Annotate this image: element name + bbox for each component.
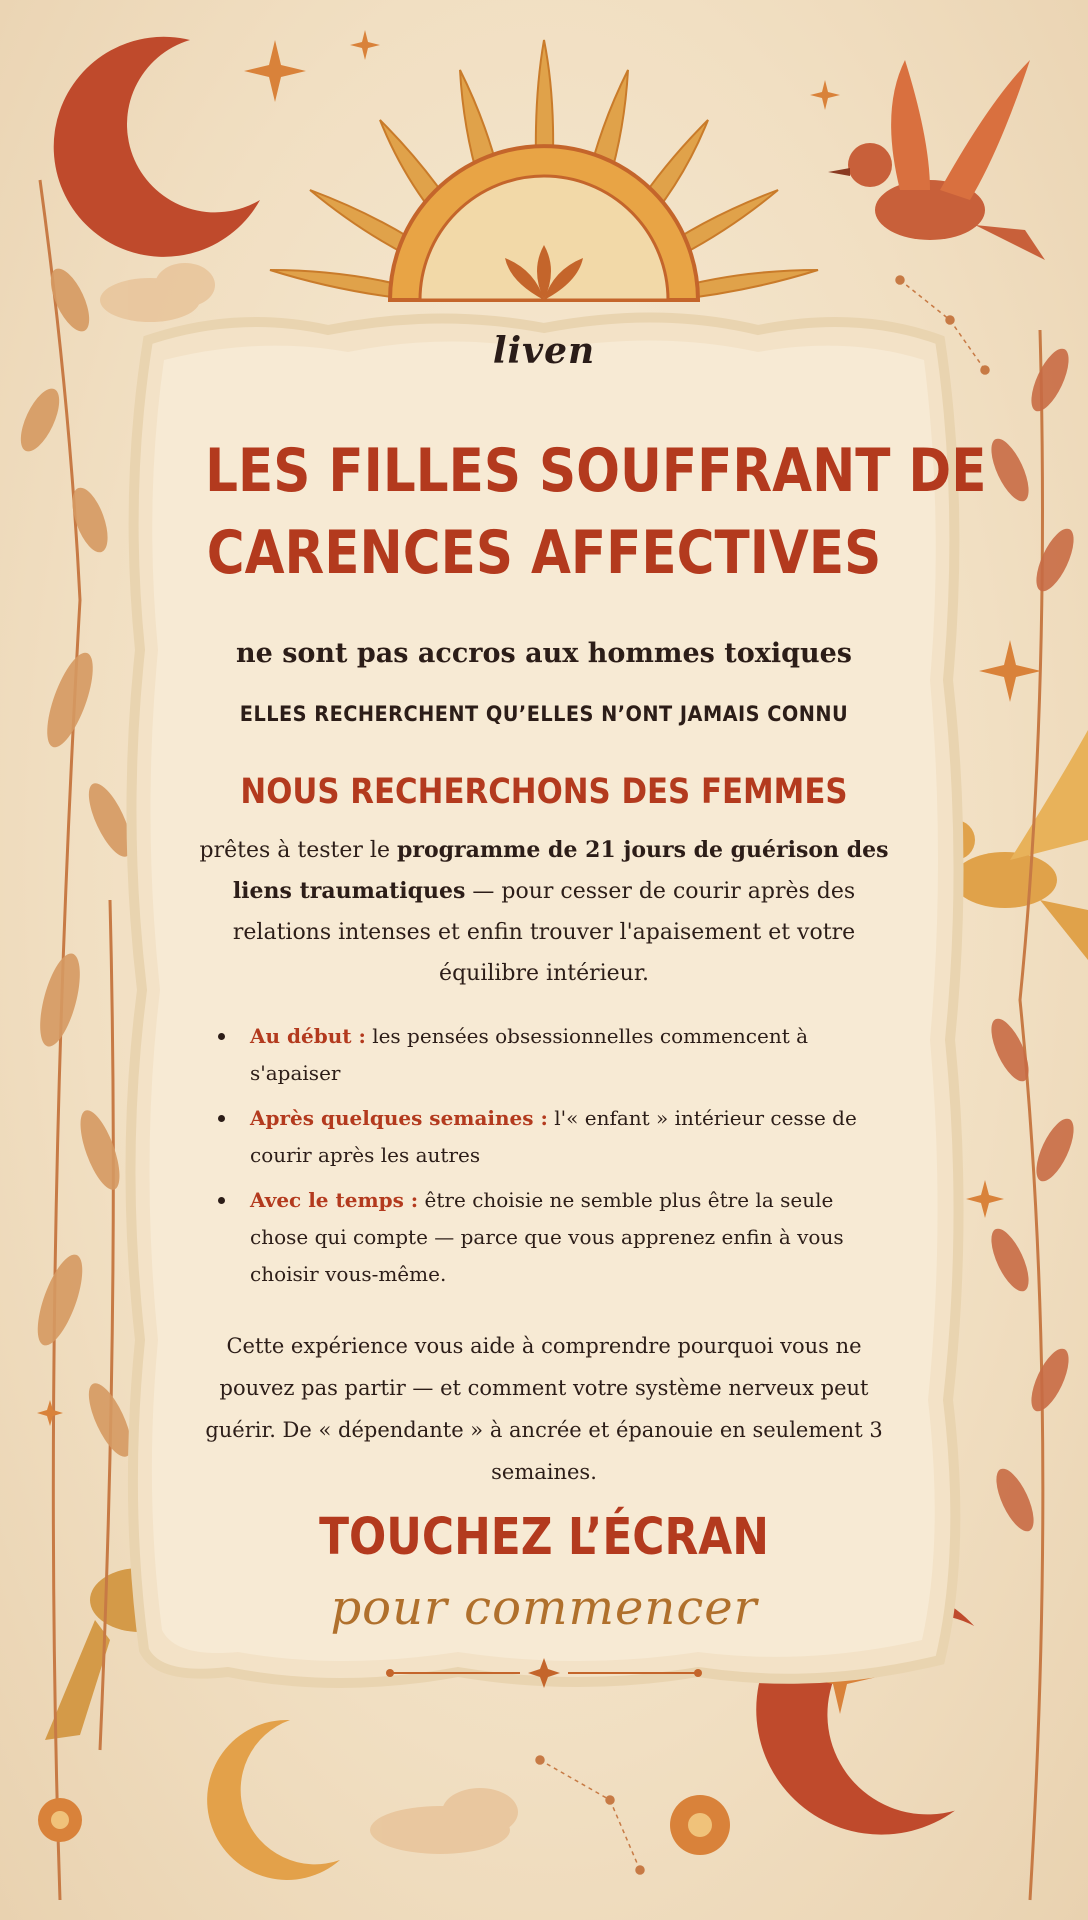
closing-paragraph: Cette expérience vous aide à comprendre pourquoi vous ne pouvez pas partir — et comment votre système nerveux peut guérir. De « dépendante » à ancrée et épanouie en seulement 3 semaines. xyxy=(205,1334,883,1484)
intro-prefix: prêtes à tester le xyxy=(199,838,397,863)
bullet-label: Au début : xyxy=(250,1024,366,1048)
bullet-dot-icon xyxy=(218,1033,225,1040)
crescent-moon-icon xyxy=(54,37,260,257)
brand-logo: liven xyxy=(492,330,596,372)
crescent-moon-icon xyxy=(207,1720,340,1880)
bullet-text: l'« enfant » intérieur cesse de courir après les autres xyxy=(250,1106,857,1167)
bird-icon xyxy=(828,60,1045,260)
headline-line-2: CARENCES AFFECTIVES xyxy=(206,518,882,588)
intro-bold: programme de 21 jours de guérison des liens traumatiques xyxy=(232,837,889,904)
bullet-dot-icon xyxy=(218,1115,225,1122)
tagline: ELLES RECHERCHENT QU’ELLES N’ONT JAMAIS CONNU xyxy=(239,702,849,726)
list-item xyxy=(218,1100,858,1174)
bullet-dot-icon xyxy=(218,1197,225,1204)
bullet-label: Avec le temps : xyxy=(250,1188,419,1212)
benefits-list xyxy=(218,1018,858,1301)
main-content xyxy=(150,330,987,1660)
headline-line-1: LES FILLES SOUFFRANT DE xyxy=(205,436,987,506)
list-item xyxy=(218,1018,858,1092)
tap-to-start-title[interactable]: TOUCHEZ L’ÉCRAN xyxy=(319,1508,769,1567)
bullet-label: Après quelques semaines : xyxy=(250,1106,548,1130)
star-icon xyxy=(528,1658,560,1688)
headline xyxy=(205,430,987,594)
bullet-text: les pensées obsessionnelles commencent à s'apaiser xyxy=(250,1024,809,1085)
bullet-text: être choisie ne semble plus être la seule chose qui compte — parce que vous apprenez enfin à vous choisir vous-même. xyxy=(250,1188,844,1286)
list-item xyxy=(218,1182,858,1293)
intro-paragraph xyxy=(190,830,898,994)
sun-icon xyxy=(270,40,818,300)
ornament-divider xyxy=(380,1658,708,1688)
section-title: NOUS RECHERCHONS DES FEMMES xyxy=(240,772,848,812)
tap-to-start-subtitle[interactable]: pour commencer xyxy=(330,1580,758,1636)
subheadline: ne sont pas accros aux hommes toxiques xyxy=(235,638,852,669)
intro-suffix: — pour cesser de courir après des relations intenses et enfin trouver l'apaisement et votre équilibre intérieur. xyxy=(232,879,856,986)
